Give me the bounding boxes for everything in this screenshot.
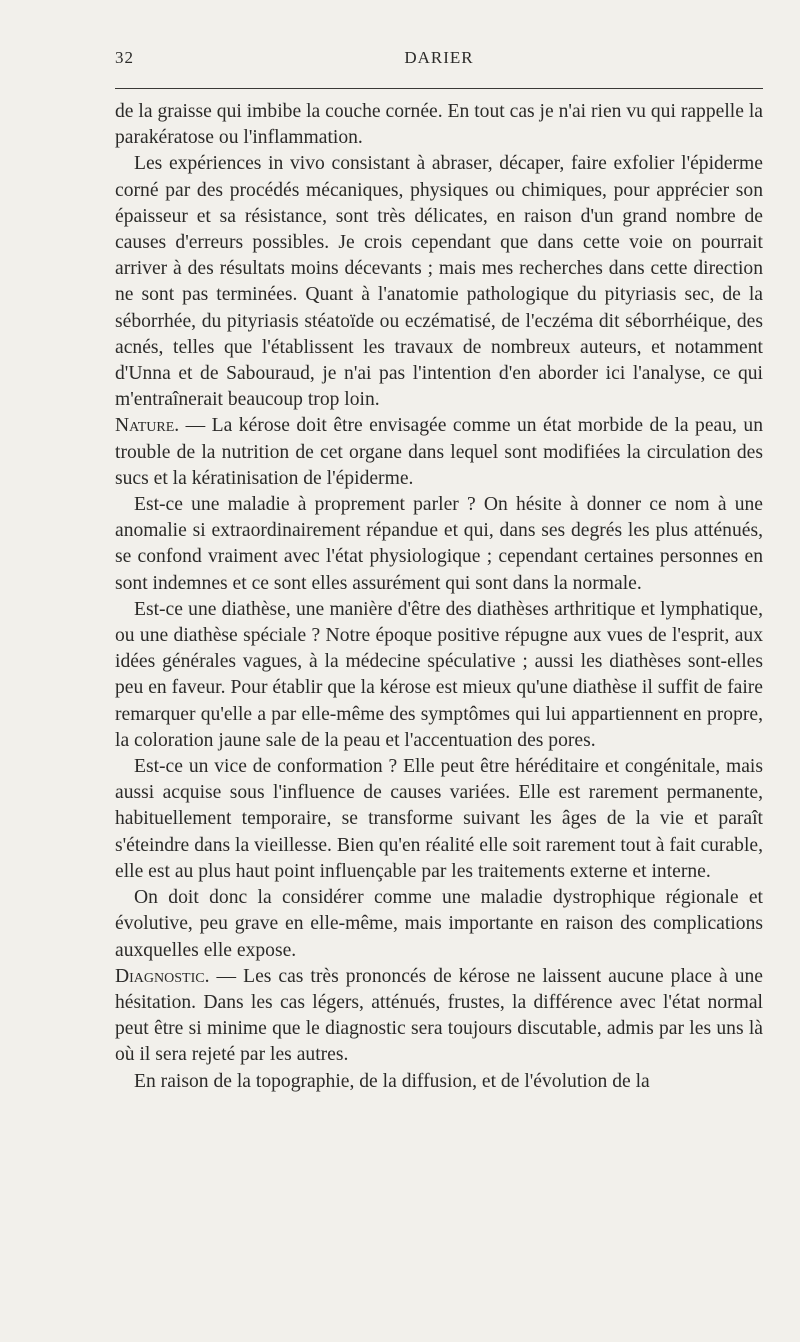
running-title: DARIER [404,48,474,67]
paragraph-diathese: Est-ce une diathèse, une manière d'être des diathèses arthritique et lymphatique, ou une diathèse spéciale ? Notre époque positive répugne aux vues de l'esprit, aux idées générales vagues, à la médecine spéculative ; aussi les diathèses sont-elles peu en faveur. Pour établir que la kérose est mieux qu'une diathèse il suffit de faire remarquer qu'elle a par elle-même des symptômes qui lui appartiennent en propre, la coloration jaune sale de la peau et l'accentuation des pores. [115,598,763,751]
page [115,48,763,1095]
paragraph-conformation: Est-ce un vice de conformation ? Elle peut être héréditaire et congénitale, mais aussi acquise sous l'influence de causes variées. Elle est rarement permanente, habituellement temporaire, se transforme suivant les âges de la vie et paraît s'éteindre dans la vieillesse. Bien qu'en réalité elle soit rarement tout à fait curable, elle est au plus haut point influençable par les traitements externe et interne. [115,756,763,882]
paragraph-maladie: Est-ce une maladie à proprement parler ? On hésite à donner ce nom à une anomalie si extraordinairement répandue et qui, dans ses degrés les plus atténués, se confond vraiment avec l'état physiologique ; cependant certaines personnes en sont indemnes et ce sont elles assurément qui sont dans la normale. [115,494,763,594]
paragraph-experiences: Les expériences in vivo consistant à abraser, décaper, faire exfolier l'épiderme corné par des procédés mécaniques, physiques ou chimiques, pour apprécier son épaisseur et sa résistance, sont très délicates, en raison d'un grand nombre de causes d'erreurs possibles. Je crois cependant que dans cette voie on pourrait arriver à des résultats moins décevants ; mais mes recherches dans cette direction ne sont pas terminées. Quant à l'anatomie pathologique du pityriasis sec, de la séborrhée, du pityriasis stéatoïde ou eczématisé, de l'eczéma dit séborrhéique, des acnés, telles que l'établissent les travaux de nombreux auteurs, et notamment d'Unna et de Sabouraud, je n'ai pas l'intention d'en aborder ici l'analyse, ce qui m'entraînerait beaucoup trop loin. [115,153,763,411]
section-heading-diagnostic: Diagnostic. [115,965,210,987]
paragraph-conclusion: On doit donc la considérer comme une maladie dystrophique régionale et évolutive, peu grave en elle-même, mais importante en raison des complications auxquelles elle expose. [115,887,763,961]
page-number: 32 [115,48,134,67]
page-header [115,48,763,78]
body-text [115,99,763,1095]
paragraph-continuation: de la graisse qui imbibe la couche cornée. En tout cas je n'ai rien vu qui rappelle la parakératose ou l'inflammation. [115,101,763,149]
header-rule [115,88,763,89]
paragraph-topographie: En raison de la topographie, de la diffusion, et de l'évolution de la [134,1070,650,1092]
paragraph-diagnostic [115,964,763,1069]
nature-text: — La kérose doit être envisagée comme un état morbide de la peau, un trouble de la nutrition de cet organe dans lequel sont modifiées la circulation des sucs et la kératinisation de l'épiderme. [115,415,763,489]
paragraph-nature [115,413,763,492]
section-heading-nature: Nature. [115,415,180,437]
diagnostic-text: — Les cas très prononcés de kérose ne laissent aucune place à une hésitation. Dans les cas légers, atténués, frustes, la différence avec l'état normal peut être si minime que le diagnostic sera toujours discutable, admis par les uns là où il sera rejeté par les autres. [115,965,763,1066]
